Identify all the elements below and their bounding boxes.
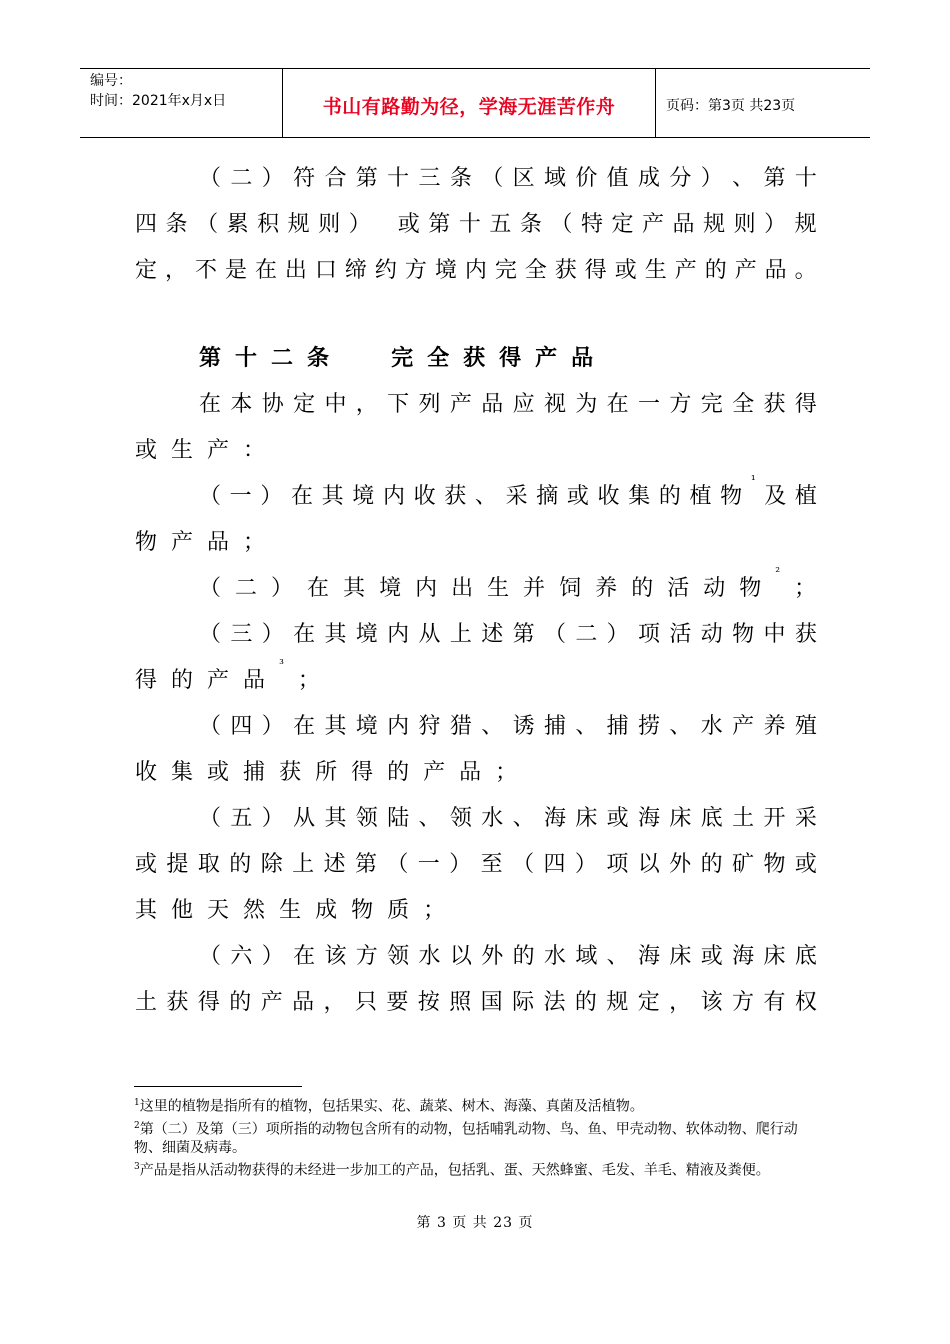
footnote-mark: 1 <box>134 1098 140 1108</box>
footnote-1 <box>134 1094 824 1117</box>
footnotes <box>134 1094 824 1181</box>
text-line: （ 六 ） 在 该 方 领 水 以 外 的 水 域 、 海 床 或 海 床 底 <box>199 944 817 969</box>
footnote-text: 这里的植物是指所有的植物，包括果实、花、蔬菜、树木、海藻、真菌及活植物。 <box>139 1098 644 1115</box>
text-line: 物 产 品 ； <box>135 530 266 555</box>
time-label: 时间：2021年x月x日 <box>90 93 227 109</box>
text-line: 定 ， 不 是 在 出 口 缔 约 方 境 内 完 全 获 得 或 生 产 的 产 品 。 <box>135 258 817 283</box>
footnote-text: 第（二）及第（三）项所指的动物包含所有的动物，包括哺乳动物、鸟、鱼、甲壳动物、软体动物、爬行动物、细菌及病毒。 <box>134 1121 798 1157</box>
text-line: （ 二 ） 符 合 第 十 三 条 （ 区 域 价 值 成 分 ） 、 第 十 <box>199 166 817 191</box>
text-line: （ 一 ） 在 其 境 内 收 获 、 采 摘 或 收 集 的 植 物 ¹ 及 植 <box>199 473 817 509</box>
footnote-rule <box>134 1086 302 1087</box>
paragraph-gap <box>135 294 817 336</box>
header-meta <box>80 69 282 137</box>
text-line: 或 提 取 的 除 上 述 第 （ 一 ） 至 （ 四 ） 项 以 外 的 矿 物 或 <box>135 852 817 877</box>
number-label: 编号： <box>90 73 132 89</box>
document-body <box>135 156 817 1026</box>
text-line: 其 他 天 然 生 成 物 质 ； <box>135 898 446 923</box>
footnote-mark: 3 <box>134 1162 140 1173</box>
text-line: 得 的 产 品 ³ ； <box>135 657 320 693</box>
footnote-2 <box>134 1117 824 1159</box>
footnote-3 <box>134 1158 824 1181</box>
text-line: 收 集 或 捕 获 所 得 的 产 品 ； <box>135 760 518 785</box>
page-number: 第 3 页 共 23 页 <box>416 1215 534 1231</box>
header-table <box>80 68 870 138</box>
text-line: 土 获 得 的 产 品 ， 只 要 按 照 国 际 法 的 规 定 ， 该 方 有 权 <box>135 990 817 1015</box>
header-motto: 书山有路勤为径，学海无涯苦作舟 <box>282 69 656 137</box>
text-line: （ 三 ） 在 其 境 内 从 上 述 第 （ 二 ） 项 活 动 物 中 获 <box>199 622 817 647</box>
text-line: 四 条 （ 累 积 规 则 ） 或 第 十 五 条 （ 特 定 产 品 规 则 ） 规 <box>135 212 817 237</box>
footnote-text: 产品是指从活动物获得的未经进一步加工的产品，包括乳、蛋、天然蜂蜜、毛发、羊毛、精液及粪便。 <box>139 1162 770 1179</box>
footnote-mark: 2 <box>134 1120 140 1131</box>
article-heading: 第 十 二 条 完 全 获 得 产 品 <box>199 346 594 371</box>
text-line: 或 生 产 ： <box>135 438 266 463</box>
text-line: 在 本 协 定 中 ， 下 列 产 品 应 视 为 在 一 方 完 全 获 得 <box>199 392 817 417</box>
header-page-info: 页码：第3页 共23页 <box>666 98 796 114</box>
text-line: （ 二 ） 在 其 境 内 出 生 并 饲 养 的 活 动 物 ² ； <box>199 565 817 601</box>
text-line: （ 四 ） 在 其 境 内 狩 猎 、 诱 捕 、 捕 捞 、 水 产 养 殖 <box>199 714 817 739</box>
text-line: （ 五 ） 从 其 领 陆 、 领 水 、 海 床 或 海 床 底 土 开 采 <box>199 806 817 831</box>
